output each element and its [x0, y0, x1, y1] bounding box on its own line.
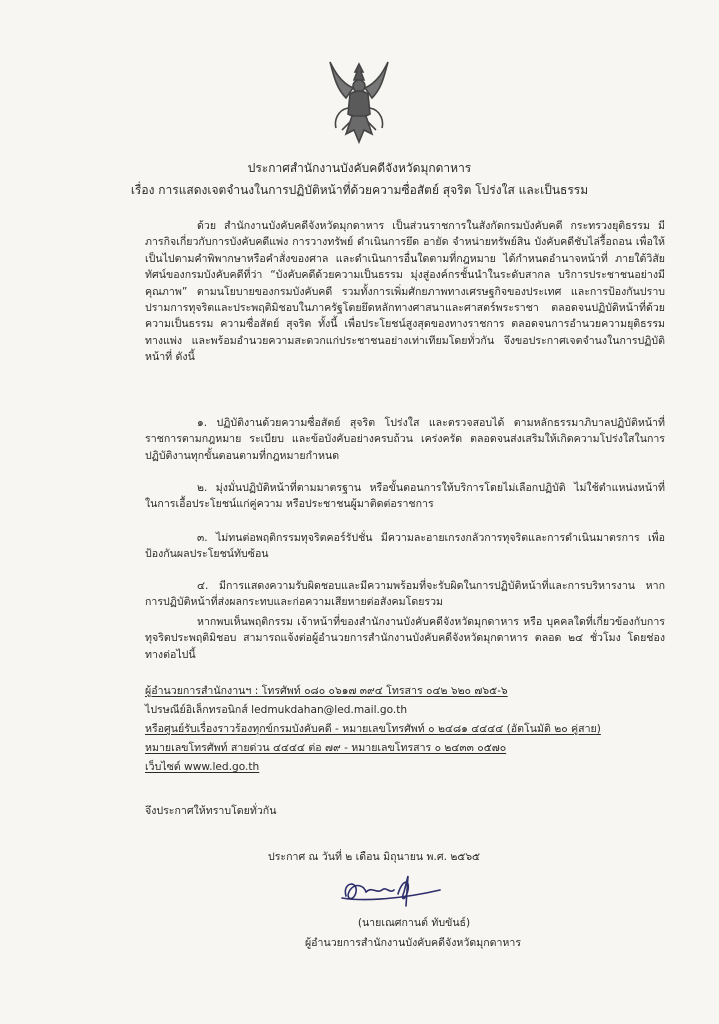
commitment-item-3: ๓. ไม่ทนต่อพฤติกรรมทุจริตคอร์รัปชั่น มีความละอายเกรงกลัวการทุจริตและการดำเนินมาตรการ เพื่อป้องกันผลประโยชน์ทับซ้อน: [145, 532, 665, 561]
director-phone: ผู้อำนวยการสำนักงานฯ : โทรศัพท์ ๐๘๐ ๐๖๑๗ ๓๙๔ โทรสาร ๐๔๒ ๖๒๐ ๗๖๕-๖: [145, 685, 508, 697]
announcement-body: [145, 218, 665, 366]
contact-channels: [145, 682, 665, 777]
announcement-subject: เรื่อง การแสดงเจตจำนงในการปฏิบัติหน้าที่ด้วยความซื่อสัตย์ สุจริต โปร่งใส และเป็นธรรม: [130, 183, 589, 197]
handwritten-signature: [336, 872, 446, 908]
signer-position: ผู้อำนวยการสำนักงานบังคับคดีจังหวัดมุกดาหาร: [304, 937, 522, 949]
commitment-item-3-wrap: [145, 530, 665, 563]
closing-notice: จึงประกาศให้ทราบโดยทั่วกัน: [145, 805, 277, 817]
commitment-item-2: ๒. มุ่งมั่นปฏิบัติหน้าที่ตามมาตรฐาน หรือขั้นตอนการให้บริการโดยไม่เลือกปฏิบัติ ไม่ใช้ตำแหน่งหน้าที่ ในการเอื้อประโยชน์แก่คู่ความ หรือประชาชนผู้มาติดต่อราชการ: [145, 482, 665, 511]
commitment-item-4: ๔. มีการแสดงความรับผิดชอบและมีความพร้อมที่จะรับผิดในการปฏิบัติหน้าที่และการบริหารงาน หากการปฏิบัติหน้าที่ส่งผลกระทบและก่อความเสียหายต่อสังคมโดยรวม: [145, 580, 665, 609]
report-paragraph-wrap: [145, 614, 665, 663]
direct-line-contact: หมายเลขโทรศัพท์ สายด่วน ๔๔๔๔ ต่อ ๗๙ - หมายเลขโทรสาร ๐ ๒๔๓๓ ๐๕๗๐: [145, 742, 507, 754]
signer-name: (นายเณศกานต์ ทับขันธ์): [357, 917, 471, 929]
commitment-item-1: ๑. ปฏิบัติงานด้วยความซื่อสัตย์ สุจริต โปร่งใส และตรวจสอบได้ ตามหลักธรรมาภิบาลปฏิบัติหน้าที่ ราชการตามกฎหมาย ระเบียบ และข้อบังคับอย่างครบถ้วน เคร่งครัด ตลอดจนส่งเสริมให้เกิดความโปร่งใสในการ ปฏิบัติงานทุกขั้นตอนตามที่กฎหมายกำหนด: [145, 417, 665, 462]
commitment-item-4-wrap: [145, 578, 665, 611]
garuda-emblem-icon: [328, 58, 390, 146]
email-contact[interactable]: ไปรษณีย์อิเล็กทรอนิกส์ ledmukdahan@led.mail.go.th: [145, 704, 408, 716]
website-link[interactable]: เว็บไซต์ www.led.go.th: [145, 761, 260, 773]
commitment-item-2-wrap: [145, 480, 665, 513]
announcement-date: ประกาศ ณ วันที่ ๒ เดือน มิถุนายน พ.ศ. ๒๕๖๕: [268, 851, 481, 863]
report-paragraph: หากพบเห็นพฤติกรรม เจ้าหน้าที่ของสำนักงานบังคับคดีจังหวัดมุกดาหาร หรือ บุคคลใดที่เกี่ยวข้องกับการ ทุจริตประพฤติมิชอบ สามารถแจ้งต่อผู้อำนวยการสำนักงานบังคับคดีจังหวัดมุกดาหาร ตลอด ๒๔ ชั่วโมง โดยช่องทางต่อไปนี้: [145, 616, 665, 661]
commitment-list: [145, 415, 665, 464]
hotline-contact: หรือศูนย์รับเรื่องราวร้องทุกข์กรมบังคับคดี - หมายเลขโทรศัพท์ ๐ ๒๔๘๑ ๔๔๔๔ (อัตโนมัติ ๒๐ คู่สาย): [145, 723, 601, 735]
intro-paragraph: ด้วย สำนักงานบังคับคดีจังหวัดมุกดาหาร เป็นส่วนราชการในสังกัดกรมบังคับคดี กระทรวงยุติธรรม มีภารกิจเกี่ยวกับการบังคับคดีแพ่ง การวางทรัพย์ ดำเนินการยึด อายัด จำหน่ายทรัพย์สิน บังคับคดีชับไล่รื้อถอน เพื่อให้เป็นไปตามคำพิพากษาหรือคำสั่งของศาล และดำเนินการอื่นใดตามที่กฎหมาย ได้กำหนดอำนาจหน้าที่ ภายใต้วิสัยทัศน์ของกรมบังคับคดีที่ว่า “บังคับคดีด้วยความเป็นธรรม มุ่งสู่องค์กรชั้นนำในระดับสากล บริการประชาชนอย่างมีคุณภาพ” ตามนโยบายของกรมบังคับคดี รวมทั้งการเพิ่มศักยภาพทางเศรษฐกิจของประเทศ และการป้องกันปราบปรามการทุจริตและประพฤติมิชอบในภาครัฐโดยยึดหลักทางศาสนาและศาสตร์พระราชา ตลอดจนปฏิบัติหน้าที่ด้วยความเป็นธรรม ความซื่อสัตย์ สุจริต ทั้งนี้ เพื่อประโยชน์สูงสุดของทางราชการ ตลอดจนการอำนวยความยุติธรรมทางแพ่ง และพร้อมอำนวยความสะดวกแก่ประชาชนอย่างเท่าเทียมโดยทั่วกัน จึงขอประกาศเจตจำนงในการปฏิบัติหน้าที่ ดังนี้: [145, 220, 665, 364]
announcement-title: ประกาศสำนักงานบังคับคดีจังหวัดมุกดาหาร: [247, 161, 472, 175]
